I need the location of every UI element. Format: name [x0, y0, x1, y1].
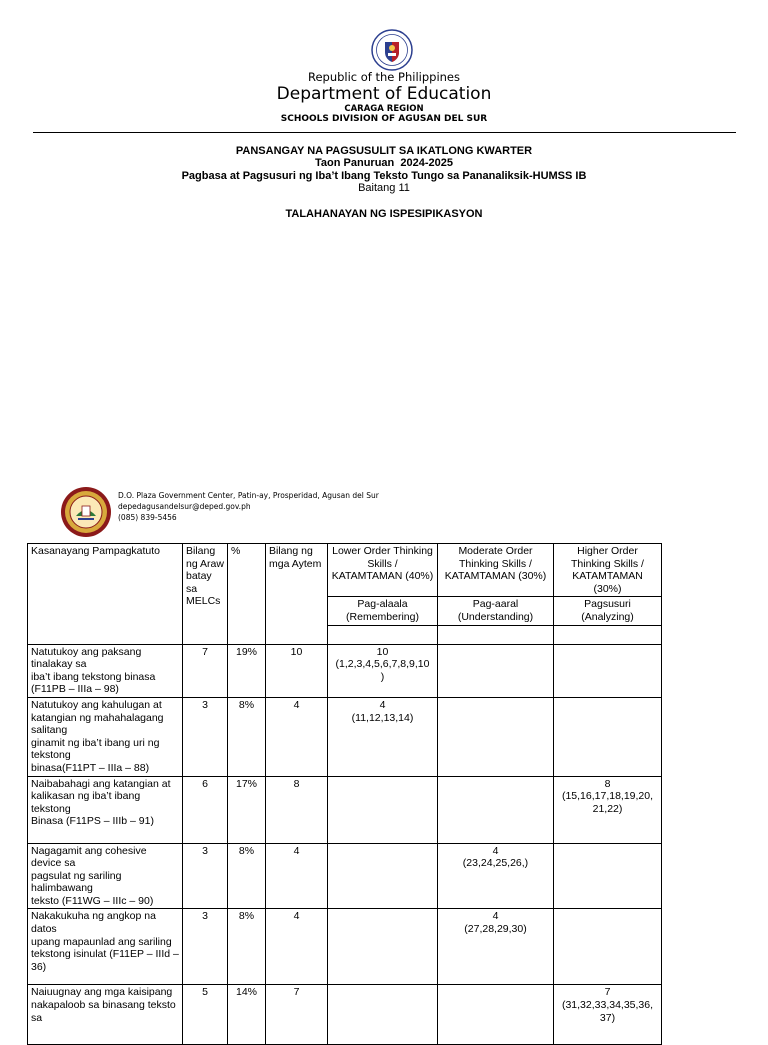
cell-days: 3 — [183, 697, 228, 776]
header-competency: Kasanayang Pampagkatuto — [28, 544, 183, 645]
cell-items: 7 — [266, 985, 328, 1045]
cell-items: 4 — [266, 909, 328, 985]
cell-days: 5 — [183, 985, 228, 1045]
header-days: Bilang ng Araw batay sa MELCs — [183, 544, 228, 645]
header-higher: Higher Order Thinking Skills / KATAMTAMAN (30%) — [554, 544, 662, 597]
cell-percent: 14% — [228, 985, 266, 1045]
cell-moderate — [438, 644, 554, 697]
document-title: TALAHANAYAN NG ISPESIPIKASYON — [285, 208, 483, 220]
phone-number: (085) 839-5456 — [118, 513, 177, 522]
cell-moderate — [438, 776, 554, 843]
cell-percent: 8% — [228, 909, 266, 985]
cell-percent: 8% — [228, 843, 266, 909]
cell-lower — [328, 843, 438, 909]
subject-title: Pagbasa at Pagsusuri ng Iba’t Ibang Teksto Tungo sa Pananaliksik-HUMSS IB — [181, 170, 587, 182]
cell-items: 4 — [266, 697, 328, 776]
specification-table — [27, 543, 662, 1045]
table-row — [28, 909, 662, 985]
cell-competency: Nagagamit ang cohesive device sa pagsulat ng sariling halimbawang teksto (F11WG – IIIc – 90) — [28, 843, 183, 909]
school-year: Taon Panuruan 2024-2025 — [315, 157, 453, 169]
cell-competency: Naibabahagi ang katangian at kalikasan ng iba’t ibang tekstong Binasa (F11PS – IIIb – 91) — [28, 776, 183, 843]
cell-higher — [554, 644, 662, 697]
cell-moderate — [438, 697, 554, 776]
deped-seal-icon — [368, 28, 416, 72]
header-percent: % — [228, 544, 266, 645]
cell-percent: 8% — [228, 697, 266, 776]
cell-days: 6 — [183, 776, 228, 843]
division-seal-icon — [60, 486, 112, 538]
cell-moderate: 4 (23,24,25,26,) — [438, 843, 554, 909]
cell-items: 8 — [266, 776, 328, 843]
cell-lower: 4 (11,12,13,14) — [328, 697, 438, 776]
cell-higher: 7 (31,32,33,34,35,36, 37) — [554, 985, 662, 1045]
region-name: CARAGA REGION — [344, 104, 424, 114]
cell-higher: 8 (15,16,17,18,19,20, 21,22) — [554, 776, 662, 843]
table-row — [28, 644, 662, 697]
republic-text: Republic of the Philippines — [307, 70, 461, 84]
cell-higher — [554, 909, 662, 985]
table-header-row — [28, 544, 662, 597]
cell-items: 4 — [266, 843, 328, 909]
division-name: SCHOOLS DIVISION OF AGUSAN DEL SUR — [280, 114, 488, 124]
cell-moderate — [438, 985, 554, 1045]
header-moderate-sub: Pag-aaral (Understanding) — [438, 597, 554, 625]
cell-higher — [554, 843, 662, 909]
address-line: D.O. Plaza Government Center, Patin-ay, Prosperidad, Agusan del Sur — [118, 491, 379, 500]
department-name: Department of Education — [276, 84, 492, 104]
cell-competency: Natutukoy ang kahulugan at katangian ng mahahalagang salitang ginamit ng iba’t ibang uri ng tekstong binasa(F11PT – IIIa – 88) — [28, 697, 183, 776]
cell-days: 7 — [183, 644, 228, 697]
grade-level: Baitang 11 — [358, 182, 410, 194]
cell-competency: Nakakukuha ng angkop na datos upang mapaunlad ang sariling tekstong isinulat (F11EP – IIId – 36) — [28, 909, 183, 985]
header-higher-sub: Pagsusuri (Analyzing) — [554, 597, 662, 625]
cell-competency: Natutukoy ang paksang tinalakay sa iba’t ibang tekstong binasa (F11PB – IIIa – 98) — [28, 644, 183, 697]
cell-lower — [328, 985, 438, 1045]
cell-lower — [328, 909, 438, 985]
header-lower: Lower Order Thinking Skills / KATAMTAMAN (40%) — [328, 544, 438, 597]
cell-percent: 19% — [228, 644, 266, 697]
cell-lower: 10 (1,2,3,4,5,6,7,8,9,10 ) — [328, 644, 438, 697]
header-divider — [33, 132, 736, 133]
cell-moderate: 4 (27,28,29,30) — [438, 909, 554, 985]
email-address: depedagusandelsur@deped.gov.ph — [118, 502, 251, 511]
header-items: Bilang ng mga Aytem — [266, 544, 328, 645]
cell-days: 3 — [183, 909, 228, 985]
cell-competency: Naiuugnay ang mga kaisipang nakapaloob sa binasang teksto sa — [28, 985, 183, 1045]
table-row — [28, 776, 662, 843]
cell-lower — [328, 776, 438, 843]
cell-percent: 17% — [228, 776, 266, 843]
table-row — [28, 843, 662, 909]
cell-days: 3 — [183, 843, 228, 909]
exam-title: PANSANGAY NA PAGSUSULIT SA IKATLONG KWARTER — [235, 145, 533, 157]
cell-higher — [554, 697, 662, 776]
table-row — [28, 697, 662, 776]
table-row — [28, 985, 662, 1045]
cell-items: 10 — [266, 644, 328, 697]
header-moderate: Moderate Order Thinking Skills / KATAMTAMAN (30%) — [438, 544, 554, 597]
header-lower-sub: Pag-alaala (Remembering) — [328, 597, 438, 625]
